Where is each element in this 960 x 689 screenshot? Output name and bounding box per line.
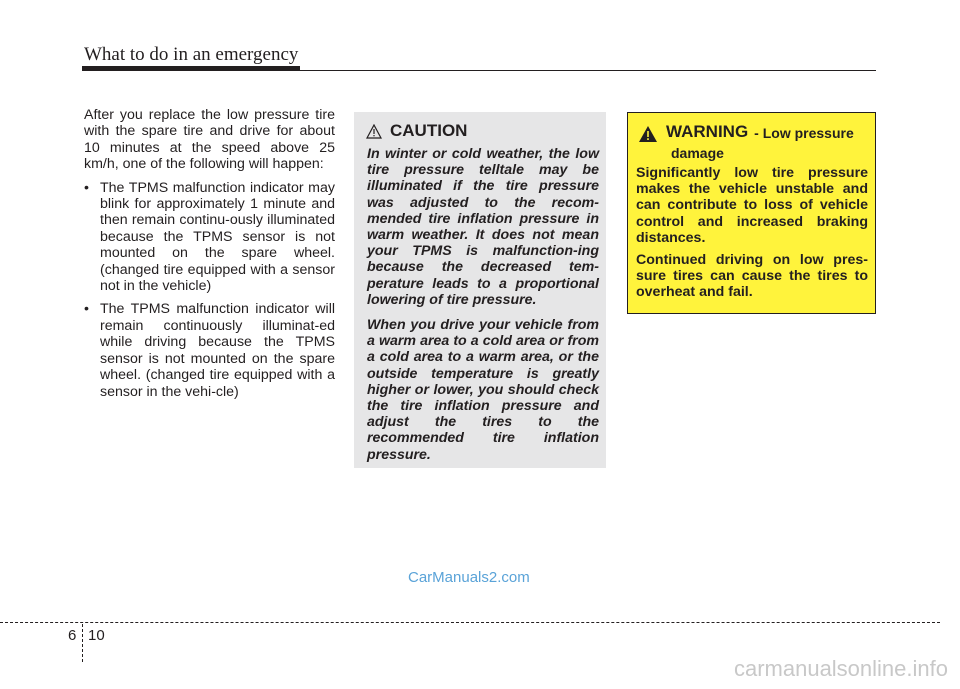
warning-title: WARNING <box>666 122 749 141</box>
bullet-text: The TPMS malfunction indicator may blink for approximately 1 minute and then remain continu-ously illuminated because the TPMS sensor is not mounted on the spare wheel. (changed tire equipped with a sensor not in the vehicle) <box>100 179 335 295</box>
page-number-divider <box>82 624 83 662</box>
caution-paragraph: When you drive your vehicle from a warm area to a cold area or from a cold area to a warm area, or the outside temperature is greatly higher or lower, you should check the tire inflation pressure and adjust the tires to the recommended tire inflation pressure. <box>367 317 599 463</box>
warning-body <box>636 165 868 307</box>
warning-triangle-filled-icon <box>638 125 658 143</box>
intro-paragraph: After you replace the low pressure tire with the spare tire and drive for about 10 minutes at the speed above 25 km/h, one of the following will happen: <box>84 107 335 173</box>
header-accent-bar <box>82 66 300 71</box>
bullet-symbol: • <box>84 301 89 318</box>
warning-header <box>638 122 854 143</box>
warning-paragraph: Significantly low tire pressure makes the vehicle unstable and can contribute to loss of vehicle control and increased braking distances. <box>636 165 868 246</box>
bullet-list <box>84 180 335 400</box>
footer-brand-watermark: carmanualsonline.info <box>733 656 948 681</box>
watermark-link[interactable]: CarManuals2.com <box>408 569 530 586</box>
warning-box <box>627 112 876 314</box>
chapter-number: 6 <box>68 627 77 644</box>
bullet-symbol: • <box>84 179 89 196</box>
page-header-title: What to do in an emergency <box>84 44 299 65</box>
warning-subtitle-continued: damage <box>671 145 724 161</box>
warning-triangle-outline-icon <box>366 124 382 139</box>
footer-dashed-rule <box>0 622 940 623</box>
warning-subtitle: - Low pressure <box>754 125 854 141</box>
caution-paragraph: In winter or cold weather, the low tire pressure telltale may be illuminated if the tire pressure was adjusted to the recom-mended tire inflation pressure in warm weather. It does not mean your TPMS is malfunction-ing because the decreased tem-perature leads to a proportional lowering of tire pressure. <box>367 146 599 308</box>
warning-paragraph: Continued driving on low pres-sure tires can cause the tires to overheat and fail. <box>636 252 868 301</box>
caution-box <box>354 112 606 468</box>
caution-header <box>366 121 467 141</box>
caution-title: CAUTION <box>390 121 468 140</box>
page-number: 10 <box>88 627 105 644</box>
body-column <box>84 107 335 400</box>
bullet-item <box>84 301 335 399</box>
caution-body <box>367 146 599 472</box>
bullet-item <box>84 180 335 295</box>
header-rule <box>300 70 876 71</box>
bullet-text: The TPMS malfunction indicator will remain continuously illuminat-ed while driving because the TPMS sensor is not mounted on the spare wheel. (changed tire equipped with a sensor in the vehi-cle) <box>100 301 335 400</box>
